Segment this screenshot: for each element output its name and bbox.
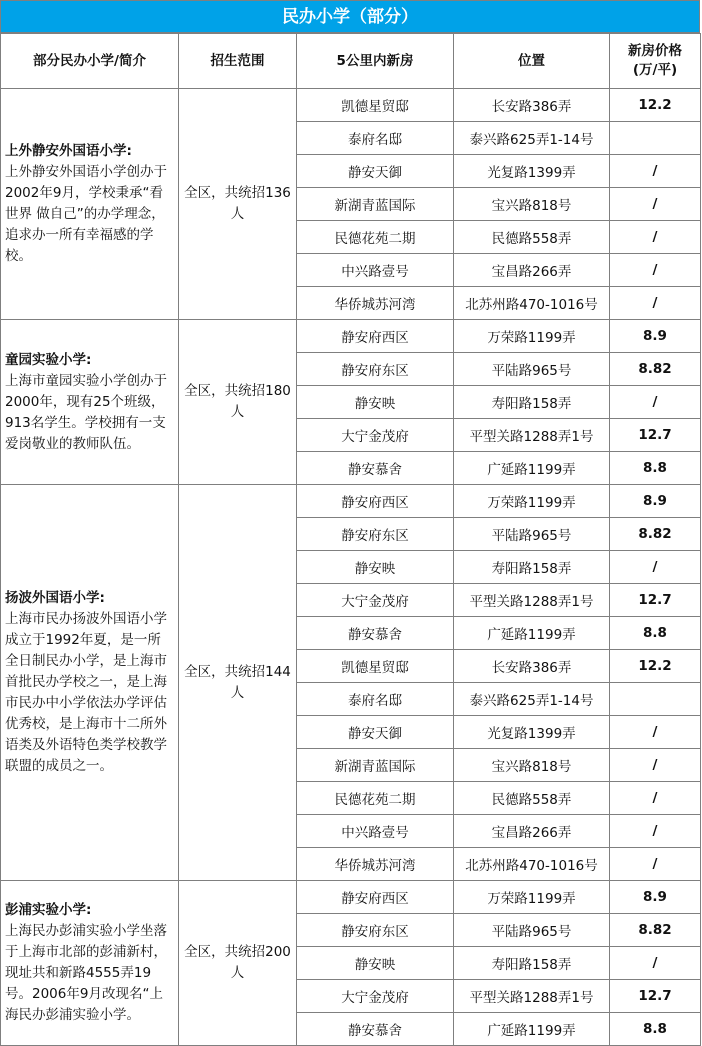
housing-name-cell: 静安映 bbox=[297, 947, 454, 980]
location-cell: 光复路1399弄 bbox=[454, 155, 610, 188]
scope-cell: 全区，共统招200人 bbox=[179, 881, 297, 1046]
school-cell bbox=[1, 320, 179, 485]
school-intro: 上海市童园实验小学创办于2000年，现有25个班级，913名学生。学校拥有一支爱岗敬业的教师队伍。 bbox=[5, 372, 167, 452]
price-cell: 8.9 bbox=[610, 881, 701, 914]
location-cell: 万荣路1199弄 bbox=[454, 320, 610, 353]
location-cell: 广延路1199弄 bbox=[454, 452, 610, 485]
price-cell: 12.7 bbox=[610, 584, 701, 617]
housing-name-cell: 静安慕舍 bbox=[297, 452, 454, 485]
sheet-title: 民办小学（部分） bbox=[0, 0, 700, 33]
location-cell: 民德路558弄 bbox=[454, 782, 610, 815]
housing-name-cell: 泰府名邸 bbox=[297, 683, 454, 716]
housing-name-cell: 中兴路壹号 bbox=[297, 815, 454, 848]
housing-name-cell: 华侨城苏河湾 bbox=[297, 287, 454, 320]
location-cell: 泰兴路625弄1-14号 bbox=[454, 683, 610, 716]
housing-name-cell: 凯德星贸邸 bbox=[297, 89, 454, 122]
location-cell: 泰兴路625弄1-14号 bbox=[454, 122, 610, 155]
price-cell: 12.7 bbox=[610, 419, 701, 452]
location-cell: 宝兴路818号 bbox=[454, 749, 610, 782]
housing-name-cell: 静安府西区 bbox=[297, 485, 454, 518]
price-cell: 8.9 bbox=[610, 485, 701, 518]
location-cell: 北苏州路470-1016号 bbox=[454, 287, 610, 320]
housing-name-cell: 大宁金茂府 bbox=[297, 980, 454, 1013]
location-cell: 万荣路1199弄 bbox=[454, 485, 610, 518]
housing-name-cell: 大宁金茂府 bbox=[297, 584, 454, 617]
price-cell: 12.2 bbox=[610, 650, 701, 683]
school-intro: 上外静安外国语小学创办于2002年9月，学校秉承“看世界 做自己”的办学理念，追求办一所有幸福感的学校。 bbox=[5, 164, 167, 264]
housing-name-cell: 新湖青蓝国际 bbox=[297, 188, 454, 221]
header-scope: 招生范围 bbox=[179, 34, 297, 89]
housing-name-cell: 民德花苑二期 bbox=[297, 221, 454, 254]
housing-name-cell: 民德花苑二期 bbox=[297, 782, 454, 815]
location-cell: 长安路386弄 bbox=[454, 89, 610, 122]
price-cell: / bbox=[610, 188, 701, 221]
housing-name-cell: 静安映 bbox=[297, 551, 454, 584]
price-cell: 12.2 bbox=[610, 89, 701, 122]
table-row bbox=[1, 320, 701, 353]
location-cell: 民德路558弄 bbox=[454, 221, 610, 254]
school-cell bbox=[1, 881, 179, 1046]
price-cell: / bbox=[610, 947, 701, 980]
location-cell: 寿阳路158弄 bbox=[454, 551, 610, 584]
scope-cell: 全区，共统招144人 bbox=[179, 485, 297, 881]
housing-name-cell: 静安府东区 bbox=[297, 914, 454, 947]
location-cell: 宝昌路266弄 bbox=[454, 254, 610, 287]
location-cell: 光复路1399弄 bbox=[454, 716, 610, 749]
header-row bbox=[1, 34, 701, 89]
location-cell: 宝昌路266弄 bbox=[454, 815, 610, 848]
price-cell bbox=[610, 683, 701, 716]
housing-name-cell: 静安府西区 bbox=[297, 881, 454, 914]
table-row bbox=[1, 881, 701, 914]
header-price bbox=[610, 34, 701, 89]
price-cell: 8.82 bbox=[610, 914, 701, 947]
location-cell: 寿阳路158弄 bbox=[454, 386, 610, 419]
header-location: 位置 bbox=[454, 34, 610, 89]
housing-name-cell: 静安映 bbox=[297, 386, 454, 419]
price-cell: 8.9 bbox=[610, 320, 701, 353]
housing-name-cell: 静安慕舍 bbox=[297, 1013, 454, 1046]
housing-name-cell: 泰府名邸 bbox=[297, 122, 454, 155]
price-cell: / bbox=[610, 815, 701, 848]
location-cell: 北苏州路470-1016号 bbox=[454, 848, 610, 881]
scope-cell: 全区，共统招136人 bbox=[179, 89, 297, 320]
housing-name-cell: 静安天御 bbox=[297, 155, 454, 188]
location-cell: 平型关路1288弄1号 bbox=[454, 980, 610, 1013]
header-housing: 5公里内新房 bbox=[297, 34, 454, 89]
price-cell: 8.82 bbox=[610, 518, 701, 551]
location-cell: 平陆路965号 bbox=[454, 914, 610, 947]
price-cell bbox=[610, 122, 701, 155]
housing-name-cell: 新湖青蓝国际 bbox=[297, 749, 454, 782]
price-cell: 8.8 bbox=[610, 617, 701, 650]
price-cell: 8.8 bbox=[610, 452, 701, 485]
housing-name-cell: 凯德星贸邸 bbox=[297, 650, 454, 683]
school-name: 扬波外国语小学: bbox=[5, 590, 105, 606]
school-name: 上外静安外国语小学: bbox=[5, 143, 132, 159]
housing-name-cell: 静安府西区 bbox=[297, 320, 454, 353]
location-cell: 平陆路965号 bbox=[454, 518, 610, 551]
price-cell: / bbox=[610, 551, 701, 584]
scope-cell: 全区，共统招180人 bbox=[179, 320, 297, 485]
price-cell: 8.82 bbox=[610, 353, 701, 386]
school-name: 童园实验小学: bbox=[5, 351, 92, 368]
housing-name-cell: 大宁金茂府 bbox=[297, 419, 454, 452]
price-cell: 12.7 bbox=[610, 980, 701, 1013]
price-cell: / bbox=[610, 386, 701, 419]
school-intro: 上海民办彭浦实验小学坐落于上海市北部的彭浦新村，现址共和新路4555弄19号。2006年9月改现名“上海民办彭浦实验小学。 bbox=[5, 923, 167, 1023]
housing-name-cell: 静安府东区 bbox=[297, 353, 454, 386]
location-cell: 万荣路1199弄 bbox=[454, 881, 610, 914]
price-cell: / bbox=[610, 716, 701, 749]
price-cell: / bbox=[610, 287, 701, 320]
price-cell: / bbox=[610, 221, 701, 254]
table-body bbox=[1, 89, 701, 1046]
price-cell: / bbox=[610, 782, 701, 815]
header-price-line1: 新房价格 bbox=[628, 43, 682, 59]
price-cell: 8.8 bbox=[610, 1013, 701, 1046]
price-cell: / bbox=[610, 749, 701, 782]
school-cell bbox=[1, 89, 179, 320]
school-name: 彭浦实验小学: bbox=[5, 902, 92, 918]
housing-name-cell: 静安慕舍 bbox=[297, 617, 454, 650]
table-row bbox=[1, 485, 701, 518]
location-cell: 广延路1199弄 bbox=[454, 1013, 610, 1046]
header-price-line2: (万/平) bbox=[632, 62, 678, 78]
location-cell: 平型关路1288弄1号 bbox=[454, 419, 610, 452]
location-cell: 长安路386弄 bbox=[454, 650, 610, 683]
school-housing-table bbox=[0, 33, 701, 1046]
location-cell: 寿阳路158弄 bbox=[454, 947, 610, 980]
header-school: 部分民办小学/简介 bbox=[1, 34, 179, 89]
housing-name-cell: 静安天御 bbox=[297, 716, 454, 749]
price-cell: / bbox=[610, 155, 701, 188]
location-cell: 平陆路965号 bbox=[454, 353, 610, 386]
housing-name-cell: 中兴路壹号 bbox=[297, 254, 454, 287]
school-cell bbox=[1, 485, 179, 881]
housing-name-cell: 静安府东区 bbox=[297, 518, 454, 551]
school-intro: 上海市民办扬波外国语小学成立于1992年夏，是一所全日制民办小学，是上海市首批民办学校之一，是上海市民办中小学依法办学评估优秀校，是上海市十二所外语类及外语特色类学校教学联盟的成员之一。 bbox=[5, 611, 167, 774]
location-cell: 平型关路1288弄1号 bbox=[454, 584, 610, 617]
table-row bbox=[1, 89, 701, 122]
location-cell: 宝兴路818号 bbox=[454, 188, 610, 221]
price-cell: / bbox=[610, 254, 701, 287]
location-cell: 广延路1199弄 bbox=[454, 617, 610, 650]
housing-name-cell: 华侨城苏河湾 bbox=[297, 848, 454, 881]
price-cell: / bbox=[610, 848, 701, 881]
